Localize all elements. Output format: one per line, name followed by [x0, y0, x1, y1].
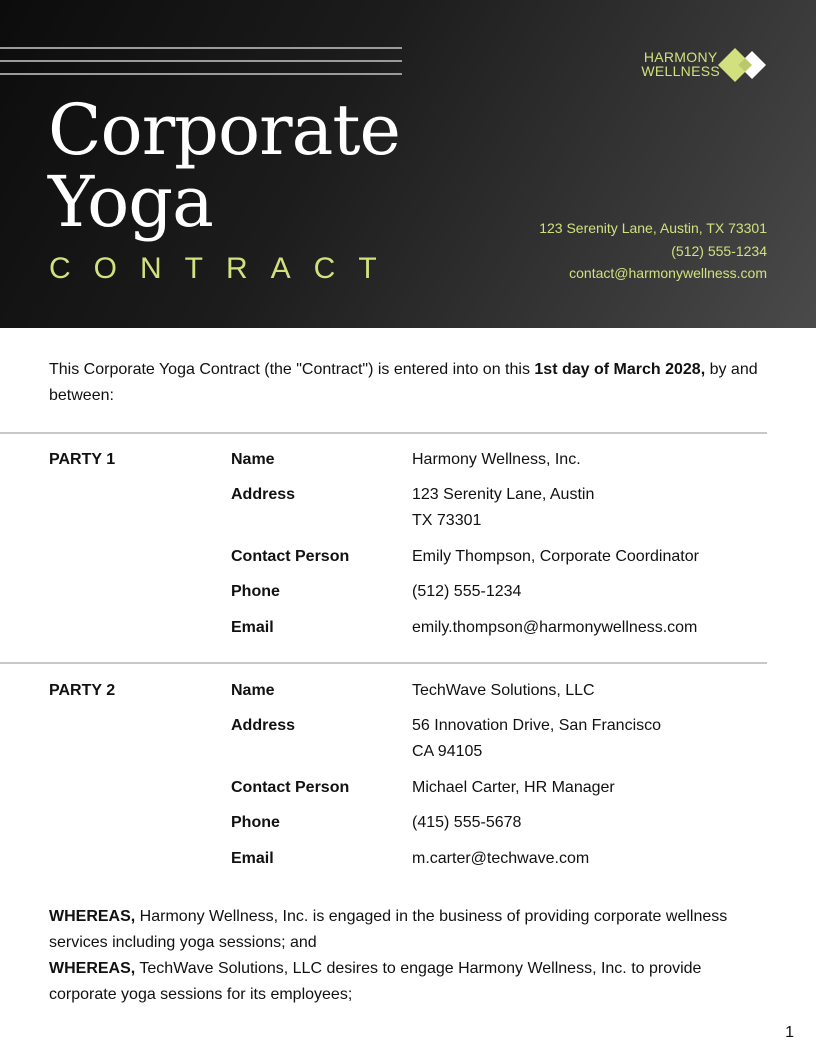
brand-line-1: HARMONY — [643, 49, 718, 65]
party2-label: PARTY 2 — [49, 682, 116, 699]
party1-phone-label: Phone — [231, 583, 280, 600]
party1-contact-label: Contact Person — [231, 548, 350, 565]
party1-phone-value: (512) 555-1234 — [412, 583, 522, 600]
party1-address-label: Address — [231, 486, 296, 503]
party2-contact-value: Michael Carter, HR Manager — [412, 779, 615, 796]
contact-phone: (512) 555-1234 — [671, 242, 767, 259]
party2-email-value: m.carter@techwave.com — [412, 850, 590, 867]
party2-contact-label: Contact Person — [231, 779, 350, 796]
decorative-stripe — [0, 73, 402, 75]
whereas-text: TechWave Solutions, LLC desires to engage Harmony Wellness, Inc. to provide corporate yoga sessions for its employees; — [49, 960, 702, 1003]
party1-name-label: Name — [231, 451, 275, 468]
party1-label: PARTY 1 — [49, 451, 116, 468]
party2-name-value: TechWave Solutions, LLC — [412, 682, 595, 699]
party2-email-label: Email — [231, 850, 274, 867]
whereas-keyword: WHEREAS, — [49, 960, 136, 977]
party2-name-label: Name — [231, 682, 275, 699]
title-line-2: Yoga — [48, 161, 213, 243]
whereas-clause-2 — [49, 956, 769, 1008]
brand-line-2: WELLNESS — [641, 63, 720, 79]
contact-email: contact@harmonywellness.com — [569, 265, 767, 281]
party1-email-label: Email — [231, 619, 274, 636]
party2-phone-value: (415) 555-5678 — [412, 814, 522, 831]
section-divider — [0, 662, 767, 664]
decorative-stripe — [0, 47, 402, 49]
intro-paragraph — [49, 357, 769, 409]
party2-phone-label: Phone — [231, 814, 280, 831]
intro-text-end: by and between: — [49, 361, 758, 404]
party1-contact-value: Emily Thompson, Corporate Coordinator — [412, 548, 699, 565]
party1-address-line1: 123 Serenity Lane, Austin — [412, 486, 595, 503]
decorative-stripe — [0, 60, 402, 62]
diamond-logo-icon — [718, 47, 768, 83]
brand-name — [641, 50, 720, 78]
subtitle: CONTRACT — [49, 252, 400, 285]
title-line-1: Corporate — [48, 89, 400, 171]
contract-date: 1st day of March 2028, — [534, 361, 706, 378]
header-banner — [0, 0, 816, 328]
whereas-keyword: WHEREAS, — [49, 908, 136, 925]
party1-email-value: emily.thompson@harmonywellness.com — [412, 619, 698, 636]
party1-name-value: Harmony Wellness, Inc. — [412, 451, 581, 468]
intro-text: This Corporate Yoga Contract (the "Contract") is entered into on this — [49, 361, 535, 378]
whereas-clause-1 — [49, 904, 769, 956]
contact-block — [539, 217, 767, 285]
page-number: 1 — [785, 1024, 794, 1041]
whereas-text: Harmony Wellness, Inc. is engaged in the business of providing corporate wellness services including yoga sessions; and — [49, 908, 728, 951]
party2-address-label: Address — [231, 717, 296, 734]
party2-address-line1: 56 Innovation Drive, San Francisco — [412, 717, 662, 734]
party1-address-line2: TX 73301 — [412, 512, 482, 529]
contact-address: 123 Serenity Lane, Austin, TX 73301 — [539, 220, 767, 236]
section-divider — [0, 432, 767, 434]
party2-address-line2: CA 94105 — [412, 743, 483, 760]
